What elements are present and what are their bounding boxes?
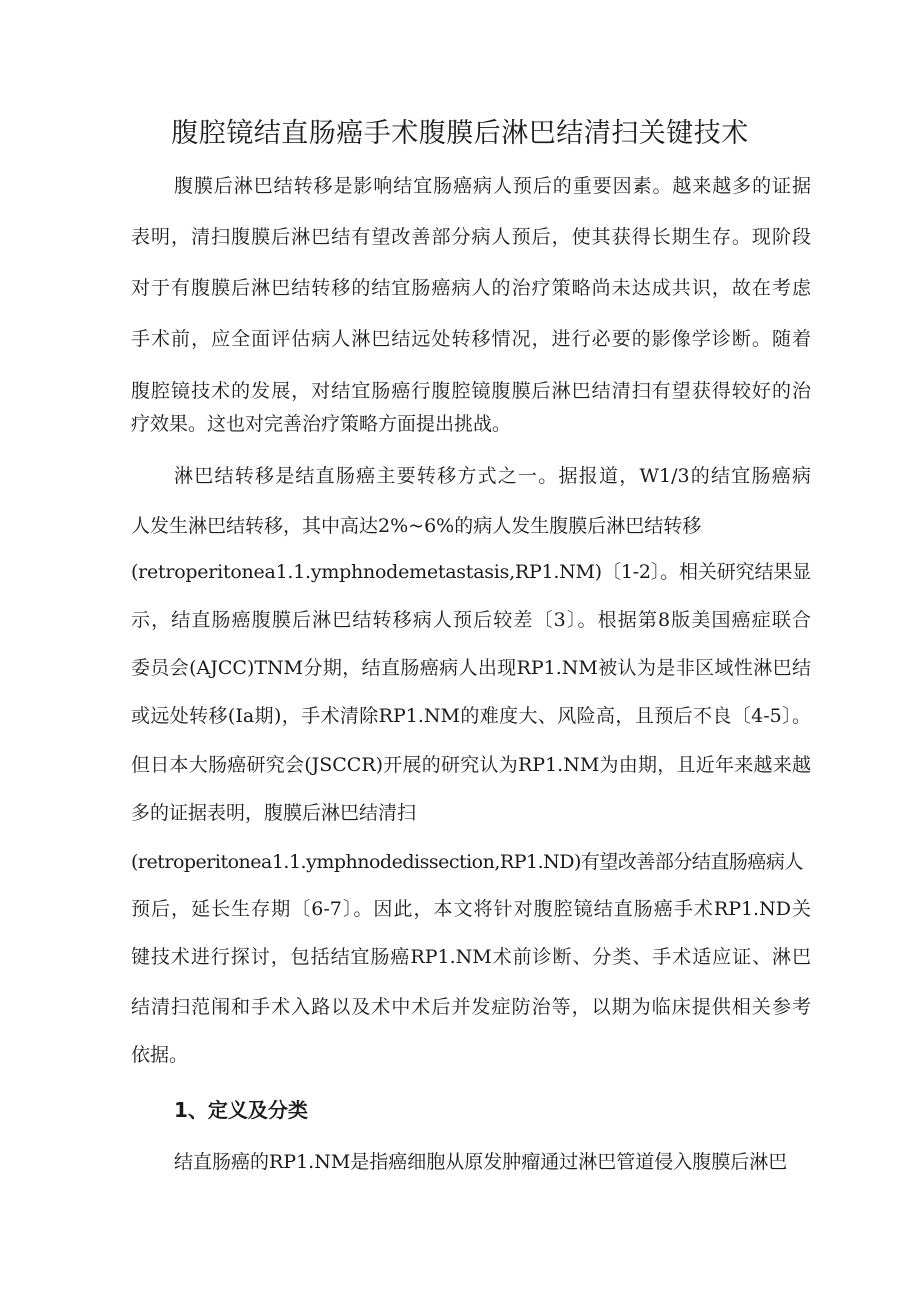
- paragraph-2-line-9: (retroperitonea1.1.ymphnodedissection,RP1.ND)有望改善部分结直肠癌病人: [131, 851, 803, 873]
- paragraph-2-line-13: 依据。: [131, 1044, 189, 1066]
- section-heading: 1、定义及分类: [174, 1098, 308, 1122]
- paragraph-1-line-4: 手术前，应全面评估病人淋巴结远处转移情况，进行必要的影像学诊断。随着: [131, 328, 811, 350]
- paragraph-2-line-10: 预后，延长生存期〔6-7〕。因此，本文将针对腹腔镜结直肠癌手术RP1.ND关: [131, 898, 811, 920]
- paragraph-2-line-5: 委员会(AJCC)TNM分期，结直肠癌病人出现RP1.NM被认为是非区域性淋巴结: [131, 657, 811, 679]
- paragraph-2-line-3: (retroperitonea1.1.ymphnodemetastasis,RP1.NM)〔1-2〕。相关研究结果显: [131, 561, 811, 583]
- paragraph-2-line-11: 键技术进行探讨，包括结宜肠癌RP1.NM术前诊断、分类、手术适应证、淋巴: [131, 946, 811, 968]
- paragraph-2-line-7: 但日本大肠癌研究会(JSCCR)开展的研究认为RP1.NM为由期，且近年来越来越: [131, 754, 811, 776]
- paragraph-1-line-5: 腹腔镜技术的发展，对结宜肠癌行腹腔镜腹膜后淋巴结清扫有望获得较好的治: [131, 380, 811, 402]
- paragraph-1-line-1: 腹膜后淋巴结转移是影响结宜肠癌病人预后的重要因素。越来越多的证据: [174, 175, 811, 197]
- paragraph-2-line-8: 多的证据表明，腹膜后淋巴结清扫: [131, 802, 417, 824]
- paragraph-2-line-12: 结清扫范闱和手术入路以及术中术后并发症防治等，以期为临床提供相关参考: [131, 996, 811, 1018]
- paragraph-1-line-3: 对于有腹膜后淋巴结转移的结宜肠癌病人的治疗策略尚未达成共识，故在考虑: [131, 277, 811, 299]
- paragraph-2-line-4: 示，结直肠癌腹膜后淋巴结转移病人预后较差〔3〕。根据第8版美国癌症联合: [131, 609, 811, 631]
- paragraph-2-line-1: 淋巴结转移是结直肠癌主要转移方式之一。据报道，W1/3的结宜肠癌病: [174, 465, 811, 487]
- paragraph-1-line-6: 疗效果。这也对完善治疗策略方面提出挑战。: [131, 413, 512, 435]
- paragraph-1-line-2: 表明，清扫腹膜后淋巴结有望改善部分病人预后，使其获得长期生存。现阶段: [131, 226, 811, 248]
- section-1-line-1: 结直肠癌的RP1.NM是指癌细胞从原发肿瘤通过淋巴管道侵入腹膜后淋巴: [174, 1151, 788, 1173]
- document-title: 腹腔镜结直肠癌手术腹膜后淋巴结清扫关键技术: [171, 118, 749, 149]
- paragraph-2-line-2: 人发生淋巴结转移，其中高达2%~6%的病人发生腹膜后淋巴结转移: [131, 515, 702, 537]
- paragraph-2-line-6: 或远处转移(Ia期)，手术清除RP1.NM的难度大、风险高，且预后不良〔4-5〕。: [131, 705, 811, 727]
